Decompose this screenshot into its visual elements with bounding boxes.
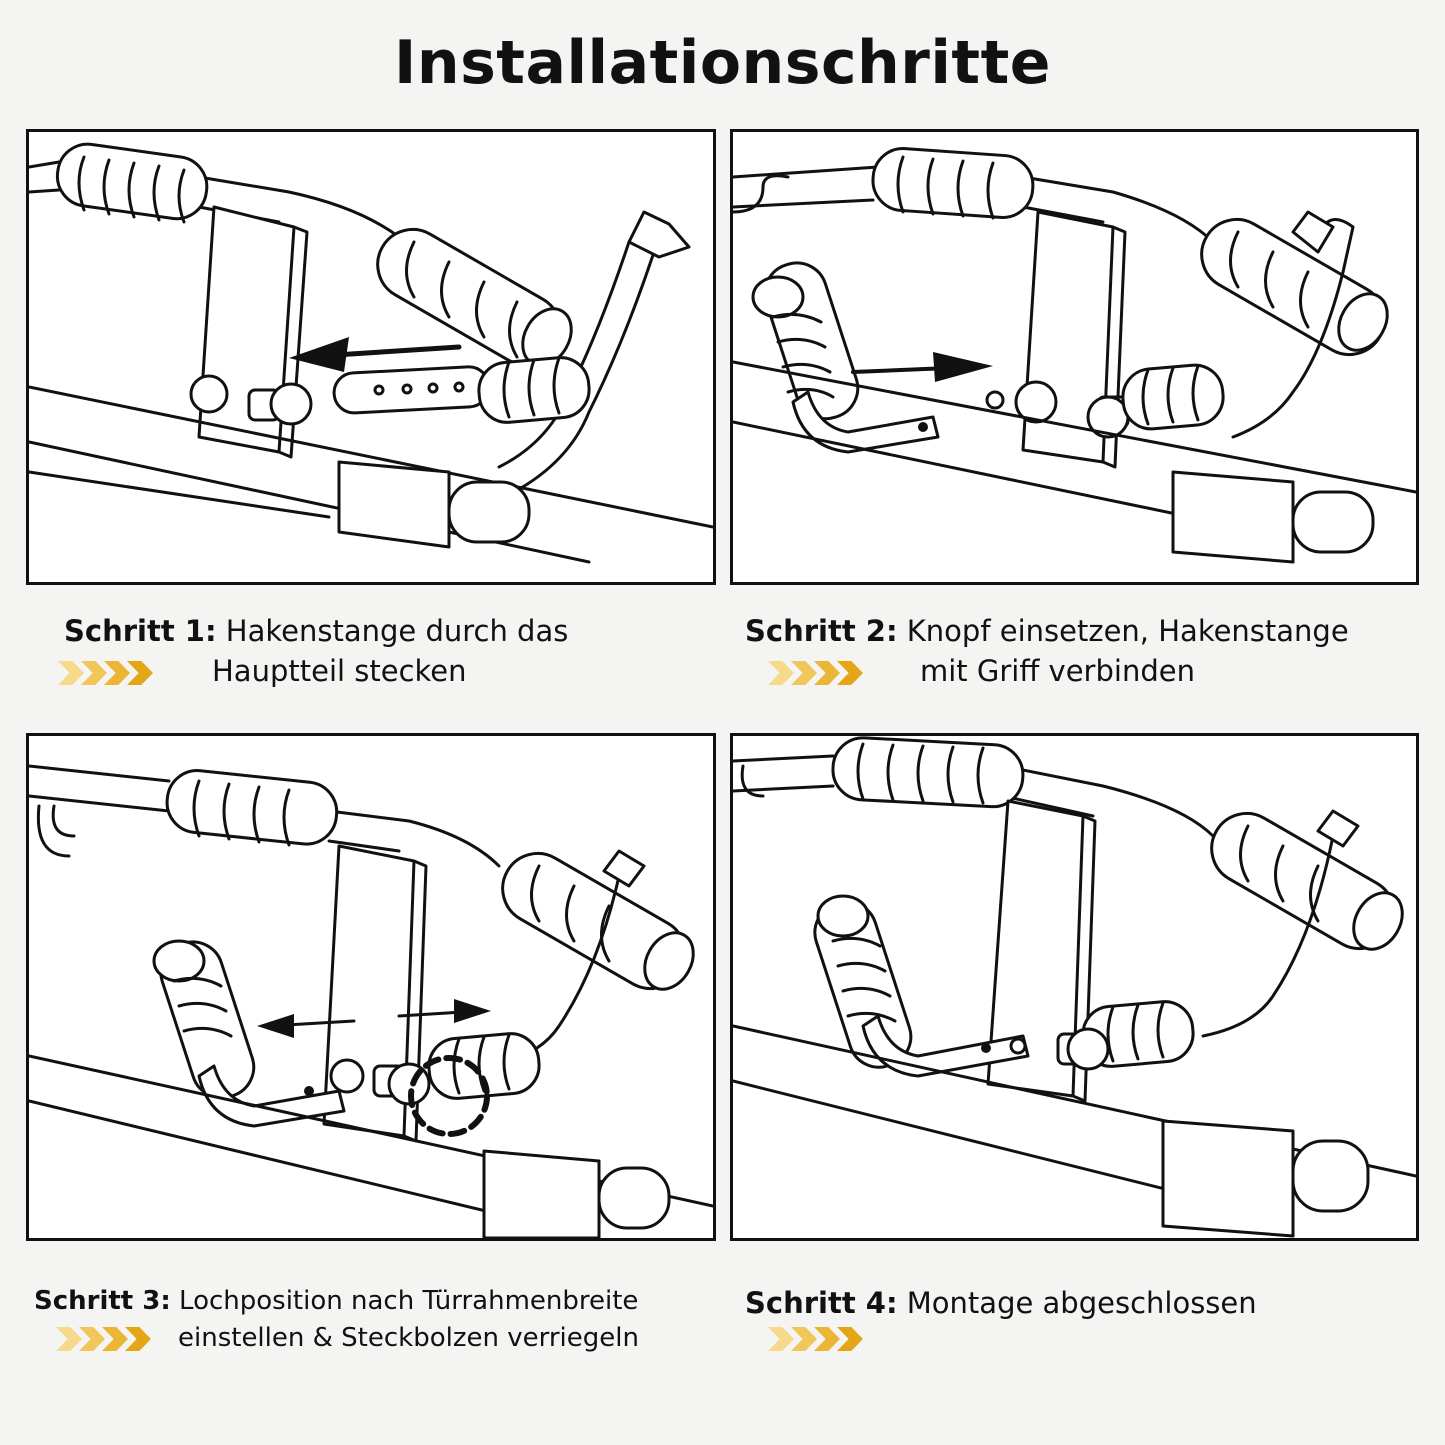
step-4-illustration (730, 733, 1419, 1241)
step-3-caption (34, 1281, 638, 1321)
step-2-caption (745, 611, 1349, 651)
grip-top-left (54, 140, 211, 222)
step-2-caption-line2: mit Griff verbinden (920, 654, 1195, 688)
step-4-label: Schritt 4: (745, 1286, 898, 1320)
step-2-chevrons-icon (768, 661, 860, 685)
step-4-line1: Montage abgeschlossen (906, 1286, 1257, 1320)
step-1-line1: Hakenstange durch das (225, 614, 569, 648)
step-3-label: Schritt 3: (34, 1286, 171, 1316)
step-4-caption (745, 1283, 1257, 1323)
step-2-label: Schritt 2: (745, 614, 898, 648)
step-2-line1: Knopf einsetzen, Hakenstange (906, 614, 1349, 648)
step-3-chevrons-icon (56, 1327, 148, 1351)
step-2-illustration (730, 129, 1419, 585)
page-title: Installationschritte (394, 28, 1051, 98)
step-4-chevrons-icon (768, 1327, 860, 1351)
step-3-caption-line2: einstellen & Steckbolzen verriegeln (178, 1323, 639, 1353)
step-1-chevrons-icon (58, 661, 150, 685)
step-1-illustration (26, 129, 716, 585)
step-1-caption-line2: Hauptteil stecken (212, 654, 467, 688)
step-3-line1: Lochposition nach Türrahmenbreite (179, 1286, 639, 1316)
step-1-label: Schritt 1: (64, 614, 217, 648)
step-3-illustration (26, 733, 716, 1241)
step-1-caption (64, 611, 568, 651)
